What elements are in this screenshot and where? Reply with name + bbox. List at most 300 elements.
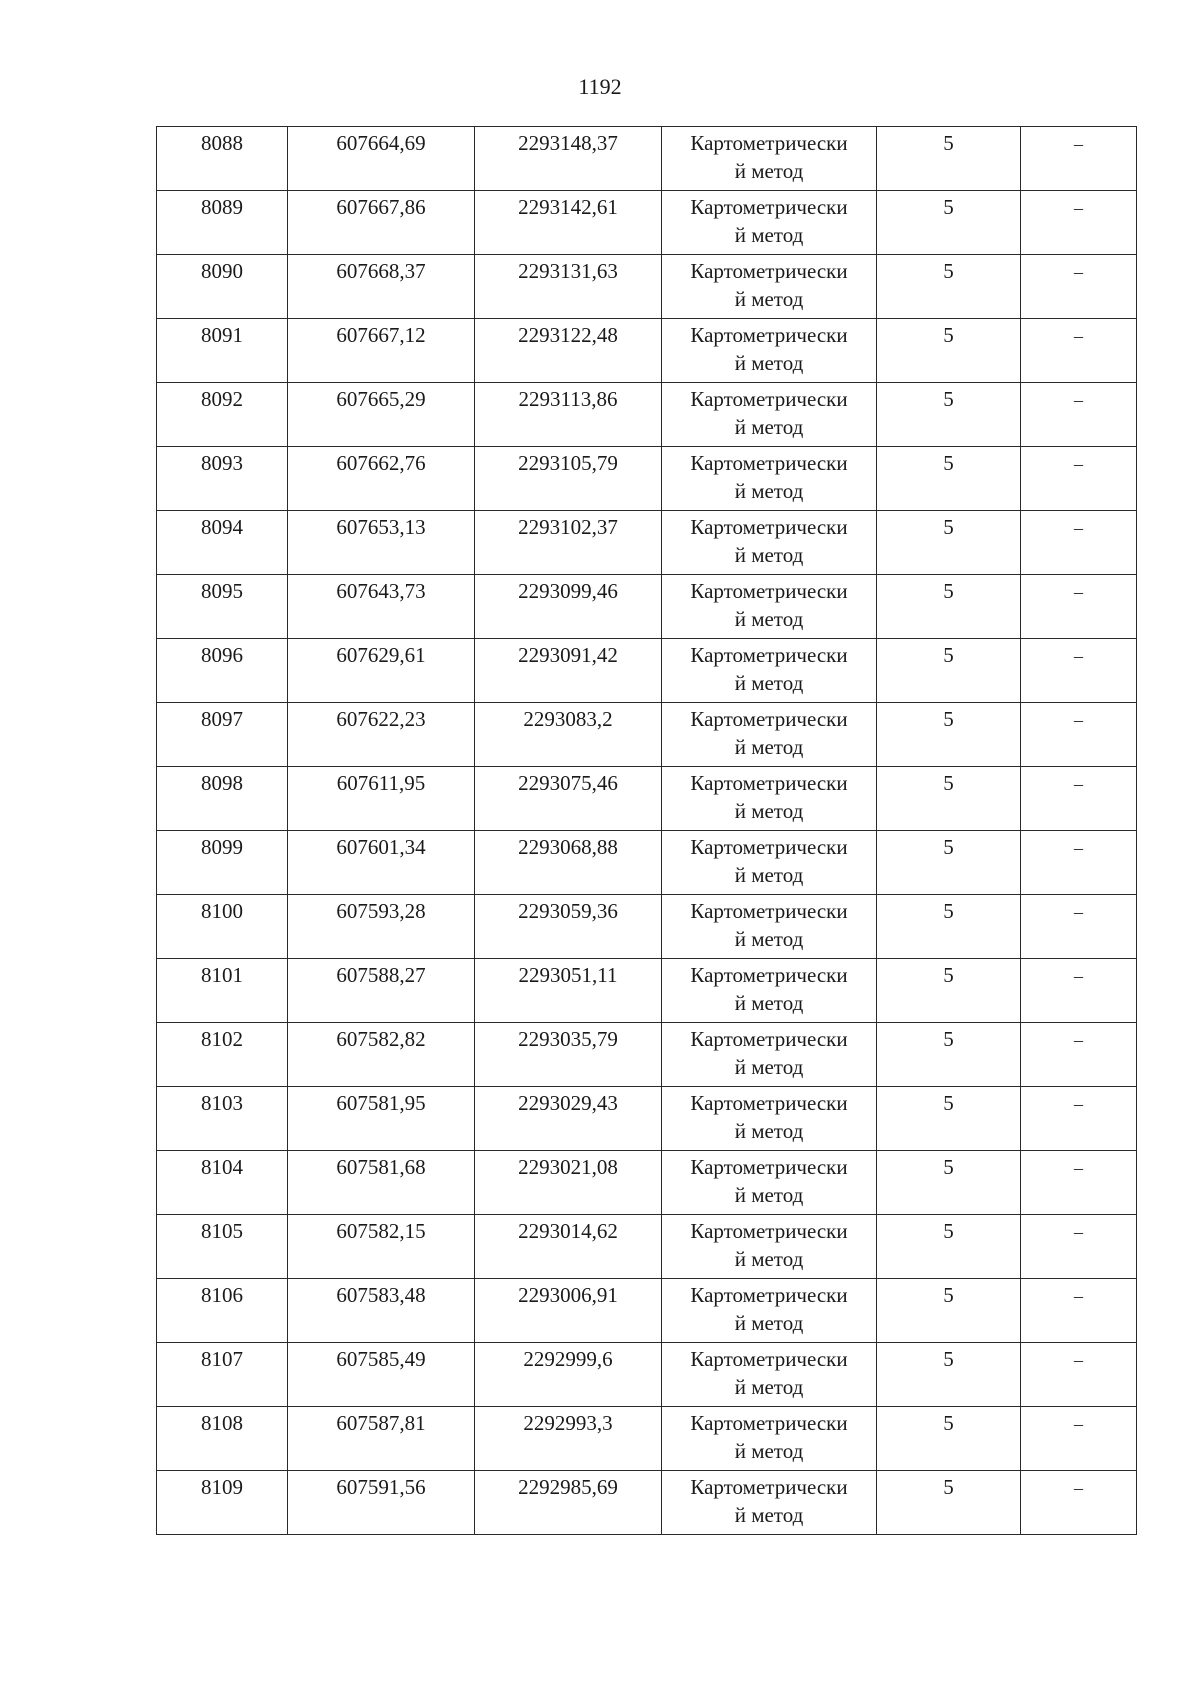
- note-cell: [1021, 1151, 1137, 1215]
- y-coordinate-cell: [475, 575, 662, 639]
- y-coordinate-cell-value: 2293148,37: [518, 131, 618, 155]
- note-cell: [1021, 127, 1137, 191]
- accuracy-cell-value: 5: [943, 771, 954, 795]
- note-cell-value: –: [1074, 838, 1083, 858]
- y-coordinate-cell: [475, 1151, 662, 1215]
- accuracy-cell: [877, 639, 1021, 703]
- table-row: [157, 1471, 1137, 1535]
- accuracy-cell-value: 5: [943, 707, 954, 731]
- y-coordinate-cell: [475, 1279, 662, 1343]
- coordinates-table: [156, 126, 1137, 1535]
- point-number-cell: [157, 1343, 288, 1407]
- x-coordinate-cell-value: 607581,95: [336, 1091, 426, 1115]
- point-number-cell: [157, 1279, 288, 1343]
- method-line-2: й метод: [734, 1119, 804, 1143]
- method-line-2: й метод: [734, 1055, 804, 1079]
- method-line-2: й метод: [734, 415, 804, 439]
- x-coordinate-cell: [288, 1407, 475, 1471]
- point-number-cell-value: 8089: [201, 195, 243, 219]
- table-row: [157, 1087, 1137, 1151]
- coordinates-table-body: [157, 127, 1137, 1535]
- method-cell: [662, 1151, 877, 1215]
- y-coordinate-cell-value: 2293091,42: [518, 643, 618, 667]
- x-coordinate-cell: [288, 191, 475, 255]
- method-cell: [662, 1087, 877, 1151]
- note-cell: [1021, 703, 1137, 767]
- y-coordinate-cell: [475, 255, 662, 319]
- table-row: [157, 1215, 1137, 1279]
- table-row: [157, 703, 1137, 767]
- x-coordinate-cell-value: 607593,28: [336, 899, 426, 923]
- note-cell: [1021, 447, 1137, 511]
- accuracy-cell: [877, 575, 1021, 639]
- y-coordinate-cell-value: 2293006,91: [518, 1283, 618, 1307]
- method-cell: [662, 703, 877, 767]
- note-cell-value: –: [1074, 1030, 1083, 1050]
- point-number-cell-value: 8107: [201, 1347, 243, 1371]
- y-coordinate-cell: [475, 1343, 662, 1407]
- note-cell: [1021, 1471, 1137, 1535]
- point-number-cell: [157, 383, 288, 447]
- point-number-cell-value: 8096: [201, 643, 243, 667]
- accuracy-cell: [877, 127, 1021, 191]
- method-line-1: Картометрически: [690, 1347, 848, 1371]
- y-coordinate-cell: [475, 895, 662, 959]
- note-cell-value: –: [1074, 390, 1083, 410]
- y-coordinate-cell: [475, 383, 662, 447]
- point-number-cell-value: 8093: [201, 451, 243, 475]
- y-coordinate-cell: [475, 319, 662, 383]
- x-coordinate-cell-value: 607664,69: [336, 131, 426, 155]
- method-line-2: й метод: [734, 607, 804, 631]
- point-number-cell-value: 8099: [201, 835, 243, 859]
- x-coordinate-cell-value: 607643,73: [336, 579, 426, 603]
- method-line-1: Картометрически: [690, 835, 848, 859]
- method-cell: [662, 1023, 877, 1087]
- point-number-cell: [157, 639, 288, 703]
- method-line-2: й метод: [734, 543, 804, 567]
- method-line-2: й метод: [734, 223, 804, 247]
- note-cell-value: –: [1074, 134, 1083, 154]
- note-cell: [1021, 959, 1137, 1023]
- point-number-cell: [157, 255, 288, 319]
- note-cell: [1021, 255, 1137, 319]
- method-cell: [662, 255, 877, 319]
- method-cell: [662, 447, 877, 511]
- method-cell: [662, 383, 877, 447]
- x-coordinate-cell: [288, 703, 475, 767]
- accuracy-cell: [877, 1471, 1021, 1535]
- x-coordinate-cell: [288, 1279, 475, 1343]
- point-number-cell: [157, 1023, 288, 1087]
- y-coordinate-cell-value: 2293131,63: [518, 259, 618, 283]
- accuracy-cell: [877, 1215, 1021, 1279]
- table-row: [157, 895, 1137, 959]
- method-cell: [662, 831, 877, 895]
- x-coordinate-cell-value: 607583,48: [336, 1283, 426, 1307]
- accuracy-cell-value: 5: [943, 835, 954, 859]
- table-row: [157, 575, 1137, 639]
- y-coordinate-cell: [475, 1471, 662, 1535]
- method-line-2: й метод: [734, 1503, 804, 1527]
- y-coordinate-cell: [475, 959, 662, 1023]
- accuracy-cell: [877, 383, 1021, 447]
- table-row: [157, 319, 1137, 383]
- x-coordinate-cell-value: 607582,15: [336, 1219, 426, 1243]
- note-cell: [1021, 1407, 1137, 1471]
- point-number-cell-value: 8100: [201, 899, 243, 923]
- method-line-2: й метод: [734, 991, 804, 1015]
- note-cell-value: –: [1074, 902, 1083, 922]
- y-coordinate-cell-value: 2293075,46: [518, 771, 618, 795]
- accuracy-cell-value: 5: [943, 131, 954, 155]
- point-number-cell-value: 8106: [201, 1283, 243, 1307]
- x-coordinate-cell: [288, 255, 475, 319]
- point-number-cell-value: 8104: [201, 1155, 243, 1179]
- x-coordinate-cell-value: 607601,34: [336, 835, 426, 859]
- table-row: [157, 1407, 1137, 1471]
- table-row: [157, 959, 1137, 1023]
- x-coordinate-cell: [288, 511, 475, 575]
- note-cell: [1021, 1279, 1137, 1343]
- method-cell: [662, 575, 877, 639]
- table-row: [157, 639, 1137, 703]
- accuracy-cell: [877, 1343, 1021, 1407]
- method-cell: [662, 1279, 877, 1343]
- accuracy-cell-value: 5: [943, 1475, 954, 1499]
- method-cell: [662, 895, 877, 959]
- accuracy-cell-value: 5: [943, 1347, 954, 1371]
- accuracy-cell: [877, 191, 1021, 255]
- accuracy-cell: [877, 767, 1021, 831]
- x-coordinate-cell-value: 607582,82: [336, 1027, 426, 1051]
- y-coordinate-cell-value: 2293035,79: [518, 1027, 618, 1051]
- accuracy-cell: [877, 1279, 1021, 1343]
- accuracy-cell: [877, 1023, 1021, 1087]
- x-coordinate-cell: [288, 447, 475, 511]
- note-cell-value: –: [1074, 1350, 1083, 1370]
- method-line-2: й метод: [734, 1183, 804, 1207]
- point-number-cell: [157, 575, 288, 639]
- method-line-1: Картометрически: [690, 1411, 848, 1435]
- table-row: [157, 191, 1137, 255]
- y-coordinate-cell-value: 2293105,79: [518, 451, 618, 475]
- note-cell-value: –: [1074, 198, 1083, 218]
- method-line-1: Картометрически: [690, 643, 848, 667]
- method-cell: [662, 127, 877, 191]
- method-line-2: й метод: [734, 159, 804, 183]
- y-coordinate-cell-value: 2293021,08: [518, 1155, 618, 1179]
- y-coordinate-cell: [475, 447, 662, 511]
- x-coordinate-cell-value: 607611,95: [336, 771, 426, 795]
- point-number-cell: [157, 511, 288, 575]
- point-number-cell: [157, 895, 288, 959]
- method-line-1: Картометрически: [690, 707, 848, 731]
- note-cell-value: –: [1074, 1286, 1083, 1306]
- point-number-cell-value: 8095: [201, 579, 243, 603]
- y-coordinate-cell-value: 2293122,48: [518, 323, 618, 347]
- table-row: [157, 1023, 1137, 1087]
- note-cell-value: –: [1074, 646, 1083, 666]
- accuracy-cell-value: 5: [943, 1027, 954, 1051]
- y-coordinate-cell-value: 2293029,43: [518, 1091, 618, 1115]
- accuracy-cell-value: 5: [943, 1091, 954, 1115]
- y-coordinate-cell: [475, 1215, 662, 1279]
- method-cell: [662, 1215, 877, 1279]
- point-number-cell: [157, 1151, 288, 1215]
- note-cell-value: –: [1074, 1222, 1083, 1242]
- method-line-2: й метод: [734, 799, 804, 823]
- table-row: [157, 1343, 1137, 1407]
- table-row: [157, 767, 1137, 831]
- note-cell-value: –: [1074, 518, 1083, 538]
- point-number-cell: [157, 319, 288, 383]
- note-cell-value: –: [1074, 454, 1083, 474]
- note-cell-value: –: [1074, 326, 1083, 346]
- point-number-cell-value: 8088: [201, 131, 243, 155]
- note-cell-value: –: [1074, 966, 1083, 986]
- method-line-1: Картометрически: [690, 899, 848, 923]
- accuracy-cell-value: 5: [943, 643, 954, 667]
- accuracy-cell-value: 5: [943, 259, 954, 283]
- accuracy-cell-value: 5: [943, 1219, 954, 1243]
- y-coordinate-cell-value: 2293059,36: [518, 899, 618, 923]
- y-coordinate-cell-value: 2293113,86: [518, 387, 618, 411]
- method-cell: [662, 1471, 877, 1535]
- method-line-1: Картометрически: [690, 1027, 848, 1051]
- method-line-1: Картометрически: [690, 131, 848, 155]
- note-cell-value: –: [1074, 582, 1083, 602]
- method-line-2: й метод: [734, 287, 804, 311]
- y-coordinate-cell-value: 2292985,69: [518, 1475, 618, 1499]
- method-cell: [662, 319, 877, 383]
- table-row: [157, 1279, 1137, 1343]
- point-number-cell: [157, 767, 288, 831]
- method-line-1: Картометрически: [690, 963, 848, 987]
- x-coordinate-cell-value: 607665,29: [336, 387, 426, 411]
- method-line-1: Картометрически: [690, 1091, 848, 1115]
- table-row: [157, 255, 1137, 319]
- accuracy-cell: [877, 447, 1021, 511]
- accuracy-cell: [877, 895, 1021, 959]
- accuracy-cell-value: 5: [943, 195, 954, 219]
- method-line-2: й метод: [734, 1375, 804, 1399]
- method-cell: [662, 1343, 877, 1407]
- note-cell: [1021, 831, 1137, 895]
- note-cell-value: –: [1074, 262, 1083, 282]
- x-coordinate-cell: [288, 1343, 475, 1407]
- method-cell: [662, 639, 877, 703]
- note-cell-value: –: [1074, 1094, 1083, 1114]
- method-line-1: Картометрически: [690, 1219, 848, 1243]
- note-cell: [1021, 511, 1137, 575]
- x-coordinate-cell: [288, 575, 475, 639]
- y-coordinate-cell: [475, 831, 662, 895]
- note-cell: [1021, 767, 1137, 831]
- accuracy-cell-value: 5: [943, 1155, 954, 1179]
- note-cell: [1021, 191, 1137, 255]
- point-number-cell-value: 8092: [201, 387, 243, 411]
- y-coordinate-cell: [475, 703, 662, 767]
- accuracy-cell-value: 5: [943, 1283, 954, 1307]
- y-coordinate-cell-value: 2292993,3: [523, 1411, 613, 1435]
- y-coordinate-cell-value: 2293142,61: [518, 195, 618, 219]
- method-line-1: Картометрически: [690, 771, 848, 795]
- x-coordinate-cell: [288, 383, 475, 447]
- note-cell-value: –: [1074, 1158, 1083, 1178]
- table-row: [157, 831, 1137, 895]
- y-coordinate-cell: [475, 1023, 662, 1087]
- y-coordinate-cell: [475, 767, 662, 831]
- x-coordinate-cell: [288, 639, 475, 703]
- method-line-2: й метод: [734, 863, 804, 887]
- point-number-cell-value: 8098: [201, 771, 243, 795]
- x-coordinate-cell: [288, 959, 475, 1023]
- x-coordinate-cell: [288, 767, 475, 831]
- point-number-cell-value: 8108: [201, 1411, 243, 1435]
- x-coordinate-cell-value: 607622,23: [336, 707, 426, 731]
- method-line-1: Картометрически: [690, 451, 848, 475]
- method-line-1: Картометрически: [690, 387, 848, 411]
- accuracy-cell: [877, 319, 1021, 383]
- point-number-cell: [157, 959, 288, 1023]
- x-coordinate-cell-value: 607585,49: [336, 1347, 426, 1371]
- note-cell: [1021, 1023, 1137, 1087]
- note-cell: [1021, 895, 1137, 959]
- note-cell-value: –: [1074, 774, 1083, 794]
- accuracy-cell: [877, 1087, 1021, 1151]
- note-cell: [1021, 1215, 1137, 1279]
- x-coordinate-cell-value: 607588,27: [336, 963, 426, 987]
- point-number-cell: [157, 831, 288, 895]
- method-cell: [662, 959, 877, 1023]
- method-line-2: й метод: [734, 479, 804, 503]
- accuracy-cell: [877, 959, 1021, 1023]
- method-line-2: й метод: [734, 1311, 804, 1335]
- y-coordinate-cell: [475, 127, 662, 191]
- y-coordinate-cell-value: 2293099,46: [518, 579, 618, 603]
- y-coordinate-cell-value: 2292999,6: [523, 1347, 613, 1371]
- y-coordinate-cell: [475, 511, 662, 575]
- point-number-cell: [157, 1087, 288, 1151]
- point-number-cell-value: 8097: [201, 707, 243, 731]
- method-line-2: й метод: [734, 735, 804, 759]
- accuracy-cell-value: 5: [943, 579, 954, 603]
- accuracy-cell-value: 5: [943, 323, 954, 347]
- method-line-1: Картометрически: [690, 579, 848, 603]
- x-coordinate-cell-value: 607581,68: [336, 1155, 426, 1179]
- y-coordinate-cell: [475, 1087, 662, 1151]
- method-cell: [662, 511, 877, 575]
- page-number: 1192: [578, 74, 622, 99]
- accuracy-cell-value: 5: [943, 1411, 954, 1435]
- y-coordinate-cell-value: 2293014,62: [518, 1219, 618, 1243]
- accuracy-cell-value: 5: [943, 451, 954, 475]
- table-row: [157, 1151, 1137, 1215]
- note-cell-value: –: [1074, 1414, 1083, 1434]
- y-coordinate-cell: [475, 639, 662, 703]
- point-number-cell: [157, 127, 288, 191]
- method-line-2: й метод: [734, 351, 804, 375]
- x-coordinate-cell: [288, 1087, 475, 1151]
- method-line-1: Картометрически: [690, 323, 848, 347]
- point-number-cell-value: 8090: [201, 259, 243, 283]
- method-line-1: Картометрически: [690, 1475, 848, 1499]
- x-coordinate-cell-value: 607667,86: [336, 195, 426, 219]
- y-coordinate-cell-value: 2293083,2: [523, 707, 613, 731]
- table-row: [157, 511, 1137, 575]
- y-coordinate-cell-value: 2293102,37: [518, 515, 618, 539]
- x-coordinate-cell: [288, 1151, 475, 1215]
- method-line-2: й метод: [734, 1439, 804, 1463]
- method-line-1: Картометрически: [690, 1283, 848, 1307]
- note-cell: [1021, 1087, 1137, 1151]
- x-coordinate-cell: [288, 831, 475, 895]
- x-coordinate-cell: [288, 127, 475, 191]
- note-cell: [1021, 1343, 1137, 1407]
- method-line-1: Картометрически: [690, 195, 848, 219]
- accuracy-cell-value: 5: [943, 515, 954, 539]
- x-coordinate-cell: [288, 1215, 475, 1279]
- y-coordinate-cell: [475, 1407, 662, 1471]
- accuracy-cell: [877, 1407, 1021, 1471]
- point-number-cell-value: 8109: [201, 1475, 243, 1499]
- point-number-cell-value: 8101: [201, 963, 243, 987]
- note-cell: [1021, 639, 1137, 703]
- accuracy-cell-value: 5: [943, 963, 954, 987]
- method-line-2: й метод: [734, 1247, 804, 1271]
- point-number-cell: [157, 447, 288, 511]
- table-row: [157, 383, 1137, 447]
- note-cell-value: –: [1074, 1478, 1083, 1498]
- note-cell: [1021, 383, 1137, 447]
- accuracy-cell: [877, 1151, 1021, 1215]
- accuracy-cell: [877, 703, 1021, 767]
- method-line-1: Картометрически: [690, 515, 848, 539]
- point-number-cell-value: 8091: [201, 323, 243, 347]
- point-number-cell: [157, 1407, 288, 1471]
- method-line-2: й метод: [734, 671, 804, 695]
- y-coordinate-cell: [475, 191, 662, 255]
- method-cell: [662, 767, 877, 831]
- x-coordinate-cell: [288, 895, 475, 959]
- y-coordinate-cell-value: 2293068,88: [518, 835, 618, 859]
- method-cell: [662, 191, 877, 255]
- table-row: [157, 447, 1137, 511]
- note-cell: [1021, 319, 1137, 383]
- x-coordinate-cell-value: 607653,13: [336, 515, 426, 539]
- point-number-cell: [157, 703, 288, 767]
- x-coordinate-cell: [288, 1023, 475, 1087]
- x-coordinate-cell-value: 607629,61: [336, 643, 426, 667]
- accuracy-cell-value: 5: [943, 387, 954, 411]
- method-cell: [662, 1407, 877, 1471]
- method-line-1: Картометрически: [690, 1155, 848, 1179]
- point-number-cell: [157, 1471, 288, 1535]
- note-cell: [1021, 575, 1137, 639]
- point-number-cell-value: 8102: [201, 1027, 243, 1051]
- point-number-cell: [157, 1215, 288, 1279]
- point-number-cell-value: 8105: [201, 1219, 243, 1243]
- accuracy-cell: [877, 831, 1021, 895]
- accuracy-cell: [877, 511, 1021, 575]
- x-coordinate-cell-value: 607587,81: [336, 1411, 426, 1435]
- point-number-cell-value: 8103: [201, 1091, 243, 1115]
- x-coordinate-cell-value: 607591,56: [336, 1475, 426, 1499]
- x-coordinate-cell: [288, 1471, 475, 1535]
- method-line-1: Картометрически: [690, 259, 848, 283]
- x-coordinate-cell-value: 607662,76: [336, 451, 426, 475]
